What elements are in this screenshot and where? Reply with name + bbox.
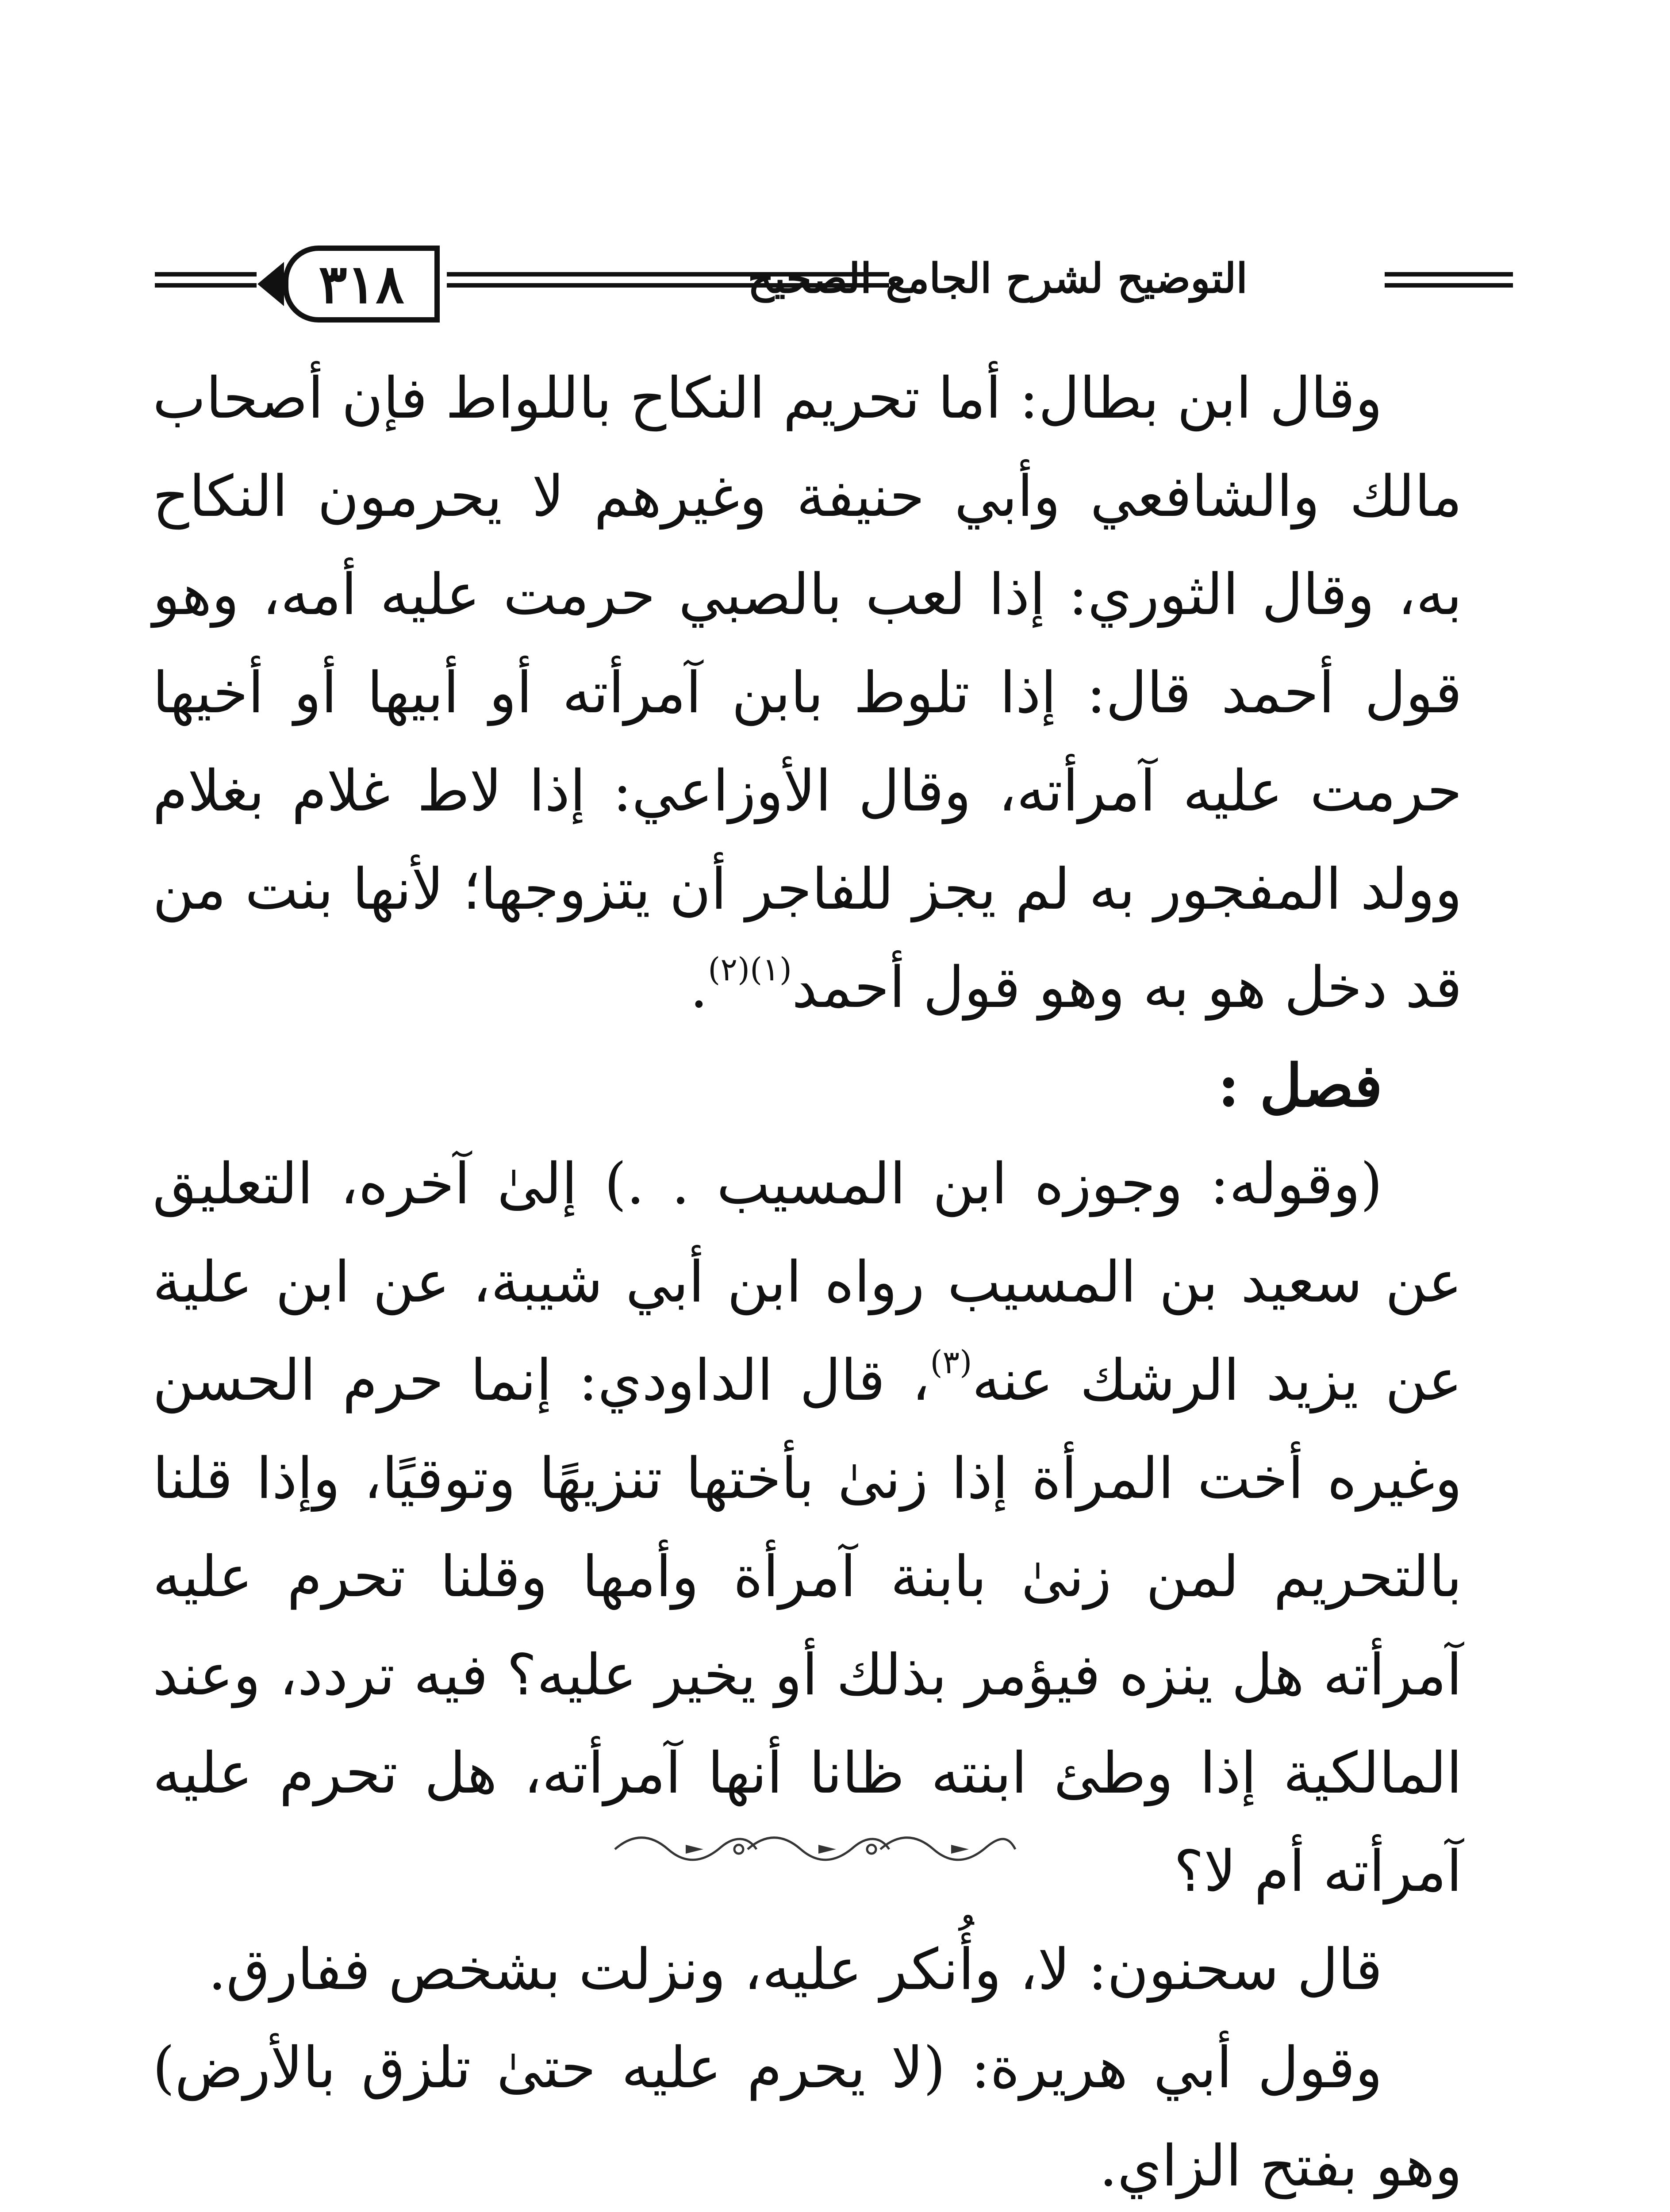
main-text — [153, 349, 1462, 2212]
book-title: التوضيح لشرح الجامع الصحيح — [748, 254, 1248, 302]
header-rule-right — [1385, 272, 1513, 276]
paragraph-ibn-battal — [153, 349, 1462, 1037]
paragraph-text-continued: ، قال الداودي: إنما حرم الحسن وغيره أخت المرأة إذا زنىٰ بأختها تنزيهًا وتوقيًا، وإذا قلنا بالتحريم لمن زنىٰ بابنة آمرأة وأمها وقلنا تحرم عليه آمرأته هل ينزه فيؤمر بذلك أو يخير عليه؟ فيه تردد، وعند المالكية إذا وطئ ابنته ظانا أنها آمرأته، هل تحرم عليه آمرأته أم لا؟ — [153, 1348, 1463, 1905]
ornament-divider-icon — [606, 1832, 1022, 1863]
page-number-text: ٣١٨ — [319, 253, 404, 315]
running-header — [155, 246, 1515, 321]
paragraph-sahnun: قال سحنون: لا، وأُنكر عليه، ونزلت بشخص ففارق. — [208, 1937, 1382, 2003]
paragraph-text: (وقوله: وجوزه ابن المسيب . .) إلىٰ آخره، التعليق عن سعيد بن المسيب رواه ابن أبي شيبة، عن ابن علية عن يزيد الرشك عنه — [153, 1151, 1463, 1413]
footnote-ref-3: (٣) — [930, 1344, 972, 1381]
paragraph-ibn-musayyib — [153, 1135, 1462, 1921]
header-rule-left — [155, 272, 257, 276]
header-rule-left-2 — [155, 283, 257, 288]
page-number — [283, 246, 440, 323]
section-heading: فصل : — [1217, 1052, 1382, 1120]
footnote-ref-1-2: (١)(٢) — [708, 951, 792, 988]
header-rule-right-2 — [1385, 283, 1513, 288]
paragraph-text: وقال ابن بطال: أما تحريم النكاح باللواط فإن أصحاب مالك والشافعي وأبي حنيفة وغيرهم لا يحرمون النكاح به، وقال الثوري: إذا لعب بالصبي حرمت عليه أمه، وهو قول أحمد قال: إذا تلوط بابن آمرأته أو أبيها أو أخيها حرمت عليه آمرأته، وقال الأوزاعي: إذا لاط غلام بغلام وولد المفجور به لم يجز للفاجر أن يتزوجها؛ لأنها بنت من قد دخل هو به وهو قول أحمد — [153, 365, 1462, 1021]
paragraph-abu-hurayra: وقول أبي هريرة: (لا يحرم عليه حتىٰ تلزق بالأرض) وهو بفتح الزاي. — [153, 2035, 1462, 2199]
paragraph-end: . — [690, 955, 708, 1021]
